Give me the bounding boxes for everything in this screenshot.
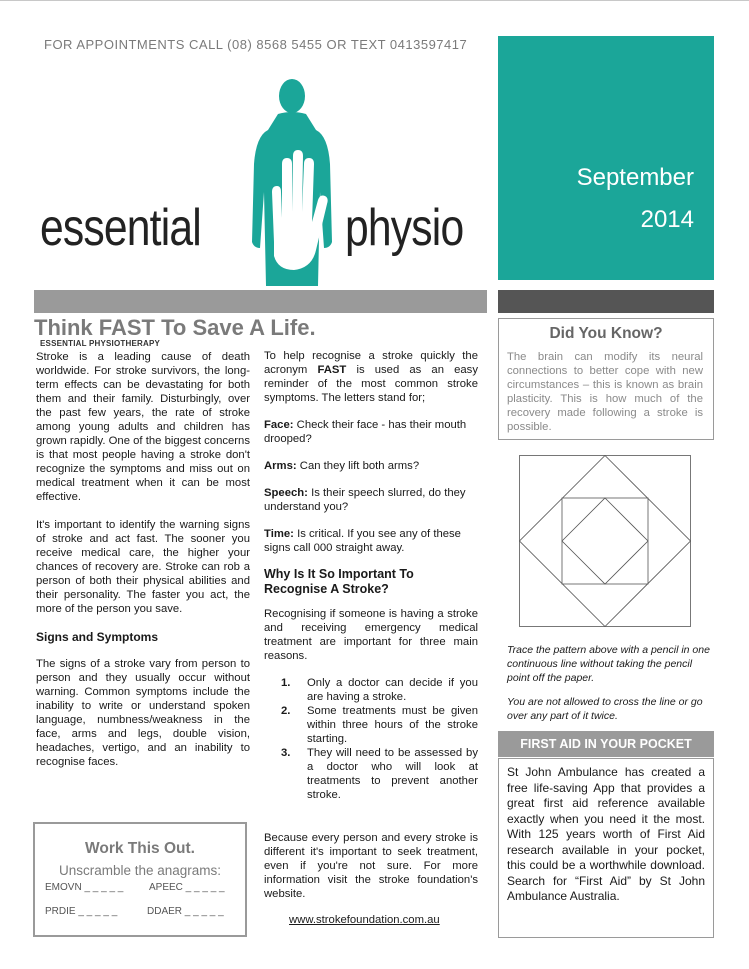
list-item	[264, 746, 478, 802]
reason-number: 3.	[281, 747, 291, 759]
fast-acronym: FAST	[317, 364, 347, 376]
puzzle-outer-square	[520, 456, 691, 627]
arms-label: Arms:	[264, 460, 297, 472]
section-bar-left	[34, 290, 487, 313]
reason-number: 2.	[281, 705, 291, 717]
fast-intro-post: is used as an easy reminder of the most common stroke symptoms. The letters stand for;	[264, 364, 478, 404]
heading-signs-symptoms: Signs and Symptoms	[36, 630, 159, 644]
top-rule	[0, 0, 749, 1]
anagram-1: EMOVN _ _ _ _ _	[45, 882, 124, 893]
article-column-2	[264, 349, 478, 927]
section-bar-right	[498, 290, 714, 313]
website-row	[264, 913, 478, 927]
paragraph-reasons-intro: Recognising if someone is having a stroke and receiving emergency medical treatment are important for three main reasons.	[264, 608, 478, 662]
puzzle-inner-diamond	[562, 498, 648, 584]
date-panel	[498, 36, 714, 280]
article-column-1	[36, 350, 250, 769]
puzzle-pattern-icon	[519, 455, 691, 627]
reason-text: Some treatments must be given within three hours of the stroke starting.	[307, 705, 478, 745]
appointments-line: FOR APPOINTMENTS CALL (08) 8568 5455 OR TEXT 0413597417	[44, 37, 468, 52]
fast-face	[264, 418, 478, 446]
fast-speech	[264, 486, 478, 514]
issue-year: 2014	[640, 206, 694, 233]
arms-text: Can they lift both arms?	[296, 460, 420, 472]
fast-time	[264, 527, 478, 555]
face-text: Check their face - has their mouth drooped?	[264, 419, 467, 445]
puzzle-caption-1: Trace the pattern above with a pencil in one continuous line without taking the pencil point off the paper.	[507, 644, 710, 684]
heading-why-important: Why Is It So Important To Recognise A Stroke?	[264, 567, 414, 596]
issue-month: September	[576, 164, 694, 191]
speech-label: Speech:	[264, 487, 308, 499]
did-you-know-title: Did You Know?	[549, 325, 663, 342]
paragraph-warning-signs: It's important to identify the warning signs of stroke and act fast. The sooner you receive medical care, the higher your chances of recovery are. Stroke can rob a person of both their physical abilities and their personality. The faster you act, the more of the person you save.	[36, 519, 250, 615]
fast-arms	[264, 459, 478, 473]
first-aid-heading: FIRST AID IN YOUR POCKET	[498, 731, 714, 757]
list-item	[264, 676, 478, 704]
first-aid-text: St John Ambulance has created a free life-saving App that provides a great first aid reference available exactly when you need it the most. With 125 years worth of First Aid research available in your pocket, this could be a worthwhile download. Search for “First Aid” by St John Ambulance Australia.	[507, 765, 705, 903]
anagram-3: PRDIE _ _ _ _ _	[45, 906, 118, 917]
anagram-2: APEEC _ _ _ _ _	[149, 882, 225, 893]
anagram-4: DDAER _ _ _ _ _	[147, 906, 224, 917]
paragraph-symptoms: The signs of a stroke vary from person to person and they usually occur without warning. Common symptoms include the inability to write or understand spoken language, numbness/weakness in the face, arms and legs, double vision, headaches, vertigo, and an inability to recognise faces.	[36, 658, 250, 768]
article-subtitle: ESSENTIAL PHYSIOTHERAPY	[40, 339, 161, 348]
face-label: Face:	[264, 419, 294, 431]
did-you-know-text: The brain can modify its neural connections to better cope with new circumstances – this is known as brain plasticity. This is how much of the recovery made following a stroke is possible.	[507, 351, 703, 433]
speech-text: Is their speech slurred, do they understand you?	[264, 487, 466, 513]
paragraph-intro: Stroke is a leading cause of death worldwide. For stroke survivors, the long-term effects can be devastating for both them and their family. Disturbingly, over the past few years, the rate of stroke among young adults and children has grown rapidly. One of the biggest concerns is that most people having a stroke don't recognize the symptoms and miss out on medical treatment when it can be most effective.	[36, 351, 250, 503]
logo-head	[279, 79, 305, 113]
logo-figure-icon	[232, 72, 352, 292]
did-you-know-box	[498, 318, 714, 440]
logo-text-right: physio	[345, 199, 464, 257]
first-aid-box	[498, 758, 714, 938]
work-this-out-title: Work This Out.	[85, 840, 195, 857]
paragraph-seek-treatment: Because every person and every stroke is different it's important to seek treatment, even if you're not sure. For more information visit the stroke foundation's website.	[264, 832, 478, 900]
article-title: Think FAST To Save A Life.	[34, 315, 316, 340]
puzzle-outer-diamond	[520, 456, 691, 627]
reason-number: 1.	[281, 677, 291, 689]
list-item	[264, 704, 478, 746]
time-label: Time:	[264, 528, 294, 540]
work-this-out-subtitle: Unscramble the anagrams:	[58, 863, 222, 878]
puzzle-inner-square	[562, 498, 648, 584]
reason-text: They will need to be assessed by a doctor who will look at treatments to prevent another stroke.	[307, 747, 478, 801]
logo-text-left: essential	[40, 199, 201, 257]
work-this-out-box	[33, 822, 247, 937]
paragraph-fast-intro	[264, 349, 478, 405]
reason-text: Only a doctor can decide if you are having a stroke.	[307, 677, 478, 703]
puzzle-caption-2: You are not allowed to cross the line or go over any part of it twice.	[507, 696, 703, 722]
fast-intro-pre: To help recognise a stroke quickly the acronym	[264, 350, 478, 376]
reasons-list	[264, 676, 478, 802]
stroke-foundation-link[interactable]: www.strokefoundation.com.au	[289, 914, 440, 926]
time-text: Is critical. If you see any of these signs call 000 straight away.	[264, 528, 461, 554]
